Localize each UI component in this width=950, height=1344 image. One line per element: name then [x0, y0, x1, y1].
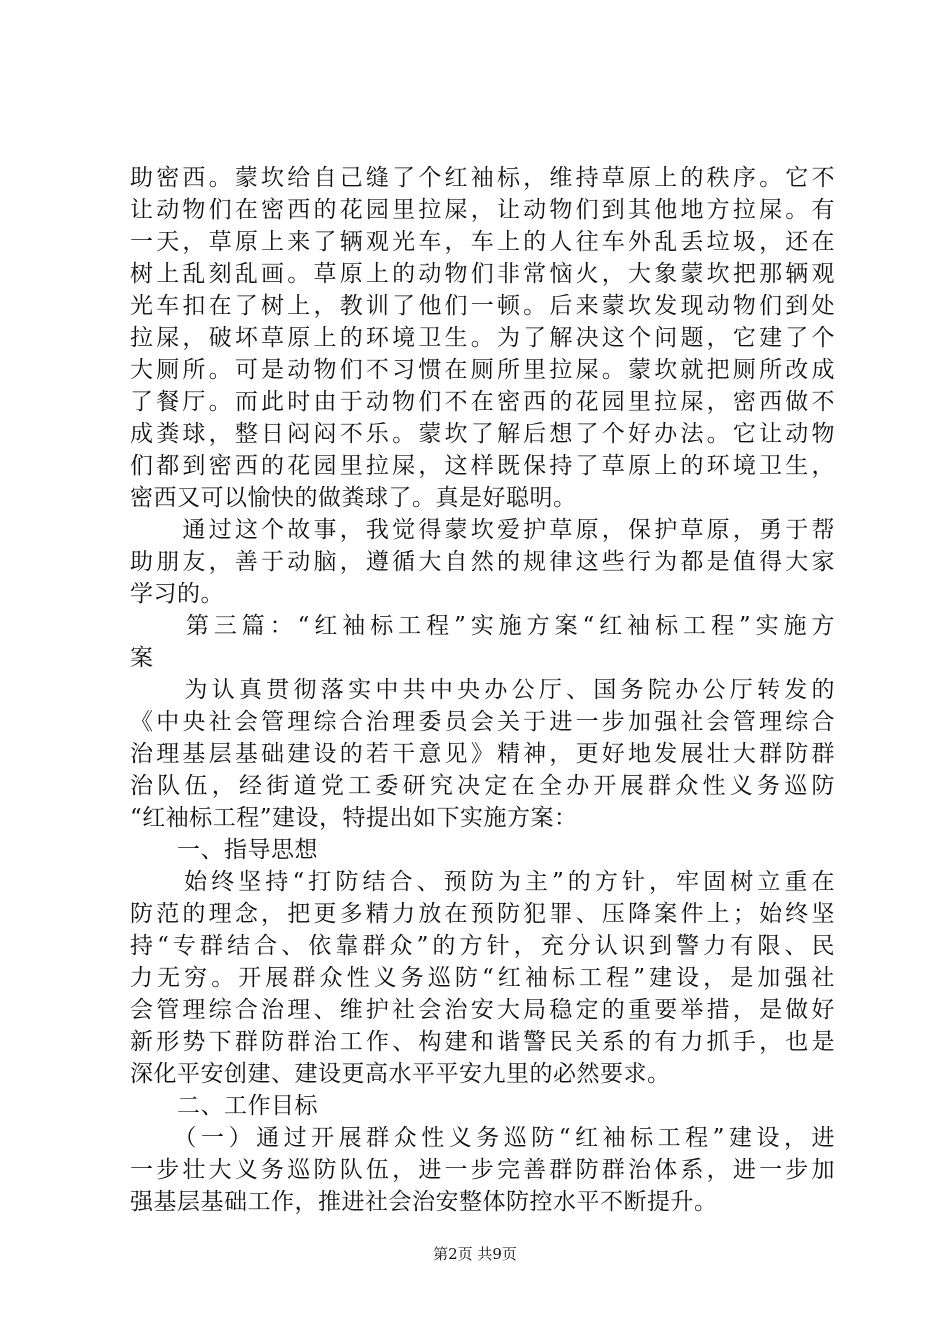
text-line: 会管理综合治理、维护社会治安大局稳定的重要举措，是做好	[130, 997, 835, 1023]
text-line: 《中央社会管理综合治理委员会关于进一步加强社会管理综合	[130, 709, 835, 735]
text-line: 深化平安创建、建设更高水平平安九里的必然要求。	[130, 1061, 671, 1087]
text-line: 学习的。	[130, 581, 224, 607]
text-line: （一）通过开展群众性义务巡防“红袖标工程”建设，进	[130, 1125, 835, 1151]
text-line: 为认真贯彻落实中共中央办公厅、国务院办公厅转发的	[130, 677, 835, 703]
text-line: 了餐厅。而此时由于动物们不在密西的花园里拉屎，密西做不	[130, 389, 835, 415]
text-line: “红袖标工程”建设，特提出如下实施方案：	[130, 805, 578, 831]
text-line: 一天，草原上来了辆观光车，车上的人往车外乱丢垃圾，还在	[130, 229, 835, 255]
text-line: 助密西。蒙坎给自己缝了个红袖标，维持草原上的秩序。它不	[130, 165, 835, 191]
text-line: 密西又可以愉快的做粪球了。真是好聪明。	[130, 485, 577, 511]
text-line: 治队伍，经街道党工委研究决定在全办开展群众性义务巡防	[130, 773, 835, 799]
text-line: 拉屎，破坏草原上的环境卫生。为了解决这个问题，它建了个	[130, 325, 835, 351]
text-line: 光车扣在了树上，教训了他们一顿。后来蒙坎发现动物们到处	[130, 293, 835, 319]
text-line: 助朋友，善于动脑，遵循大自然的规律这些行为都是值得大家	[130, 549, 835, 575]
text-line: 力无穷。开展群众性义务巡防“红袖标工程”建设，是加强社	[130, 965, 835, 991]
text-line: 治理基层基础建设的若干意见》精神，更好地发展壮大群防群	[130, 741, 835, 767]
text-line: 持“专群结合、依靠群众”的方针，充分认识到警力有限、民	[130, 933, 835, 959]
text-line: 大厕所。可是动物们不习惯在厕所里拉屎。蒙坎就把厕所改成	[130, 357, 835, 383]
page-footer: 第2页 共9页	[433, 1245, 517, 1263]
text-line: 新形势下群防群治工作、构建和谐警民关系的有力抓手，也是	[130, 1029, 835, 1055]
text-line: 让动物们在密西的花园里拉屎，让动物们到其他地方拉屎。有	[130, 197, 835, 223]
text-line: 树上乱刻乱画。草原上的动物们非常恼火，大象蒙坎把那辆观	[130, 261, 835, 287]
text-line: 成粪球，整日闷闷不乐。蒙坎了解后想了个好办法。它让动物	[130, 421, 835, 447]
text-line: 第三篇：“红袖标工程”实施方案“红袖标工程”实施方	[130, 613, 835, 639]
text-line: 案	[130, 645, 154, 671]
text-line: 一步壮大义务巡防队伍，进一步完善群防群治体系，进一步加	[130, 1157, 835, 1183]
text-line: 始终坚持“打防结合、预防为主”的方针，牢固树立重在	[130, 869, 835, 895]
text-line: 二、工作目标	[130, 1093, 318, 1119]
text-line: 们都到密西的花园里拉屎，这样既保持了草原上的环境卫生，	[130, 453, 835, 479]
text-line: 通过这个故事，我觉得蒙坎爱护草原，保护草原，勇于帮	[130, 517, 835, 543]
body-text	[130, 162, 835, 1218]
text-line: 强基层基础工作，推进社会治安整体防控水平不断提升。	[130, 1189, 718, 1215]
text-line: 防范的理念，把更多精力放在预防犯罪、压降案件上；始终坚	[130, 901, 835, 927]
text-line: 一、指导思想	[130, 837, 318, 863]
